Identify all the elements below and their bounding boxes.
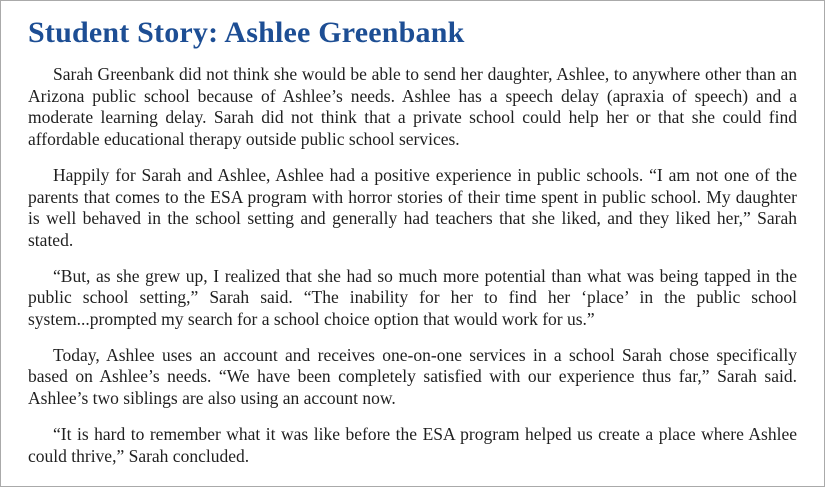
page-title: Student Story: Ashlee Greenbank bbox=[28, 16, 465, 49]
story-body bbox=[28, 64, 797, 467]
story-paragraph: Today, Ashlee uses an account and receives one-on-one services in a school Sarah chose specifically based on Ashlee’s needs. “We have been completely satisfied with our experience thus far,” Sarah said. Ashlee’s two siblings are also using an account now. bbox=[28, 344, 797, 409]
story-paragraph: “It is hard to remember what it was like before the ESA program helped us create a place where Ashlee could thrive,” Sarah concluded. bbox=[28, 423, 797, 466]
story-paragraph: Sarah Greenbank did not think she would be able to send her daughter, Ashlee, to anywhere other than an Arizona public school because of Ashlee’s needs. Ashlee has a speech delay (apraxia of speech) and a moderate learning delay. Sarah did not think that a private school could help her or that she could find affordable educational therapy outside public school services. bbox=[28, 64, 797, 150]
story-paragraph: Happily for Sarah and Ashlee, Ashlee had a positive experience in public schools. “I am not one of the parents that comes to the ESA program with horror stories of their time spent in public school. My daughter is well behaved in the school setting and generally had teachers that she liked, and they liked her,” Sarah stated. bbox=[28, 164, 797, 250]
story-paragraph: “But, as she grew up, I realized that she had so much more potential than what was being tapped in the public school setting,” Sarah said. “The inability for her to find her ‘place’ in the public school system...prompted my search for a school choice option that would work for us.” bbox=[28, 265, 797, 330]
